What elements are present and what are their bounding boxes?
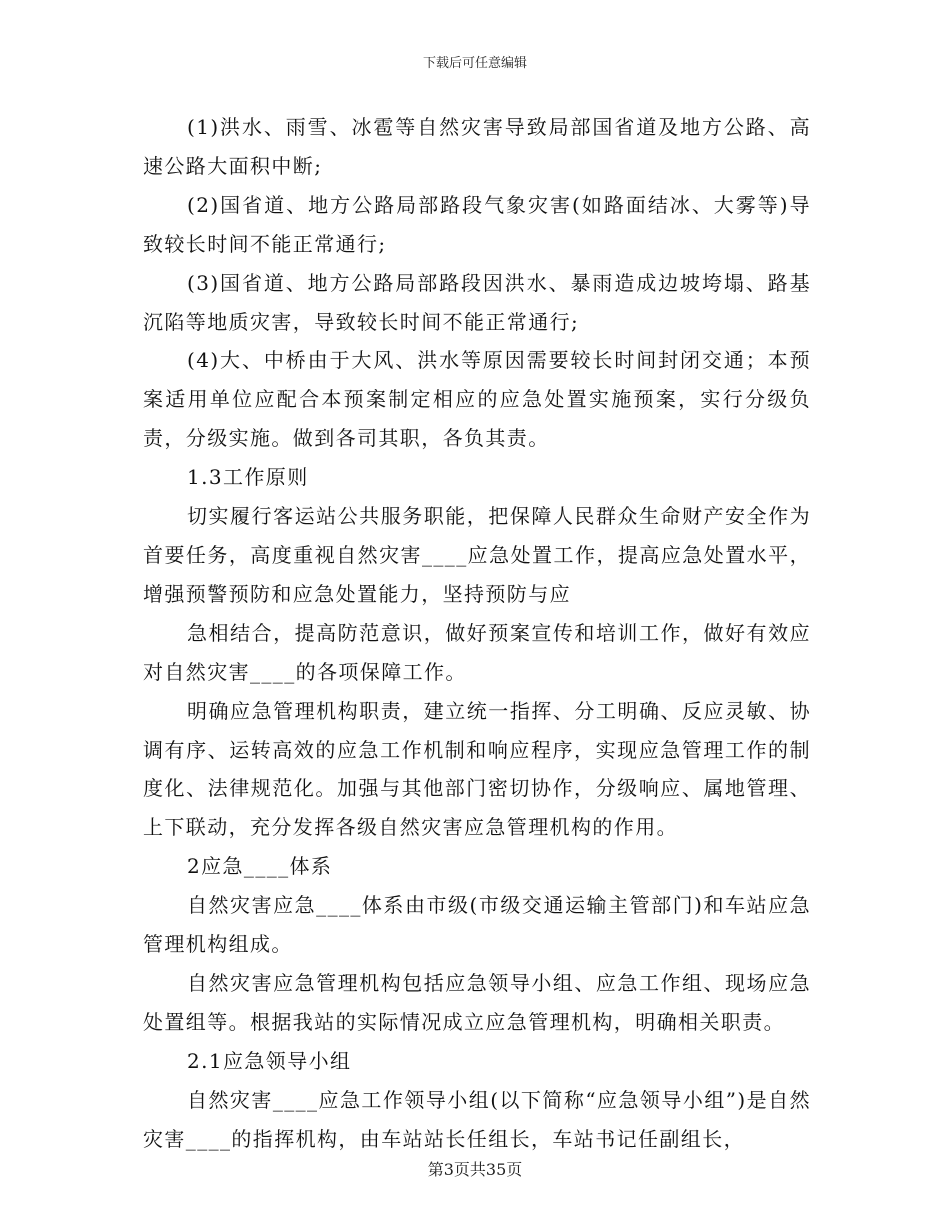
paragraph-organization: 自然灾害应急管理机构包括应急领导小组、应急工作组、现场应急处置组等。根据我站的实际情况成立应急管理机构，明确相关职责。 bbox=[143, 970, 811, 1034]
page-header: 下载后可任意编辑 bbox=[422, 56, 527, 71]
paragraph-system: 自然灾害应急____体系由市级(市级交通运输主管部门)和车站应急管理机构组成。 bbox=[143, 893, 811, 957]
paragraph-item-2: (2)国省道、地方公路局部路段气象灾害(如路面结冰、大雾等)导致较长时间不能正常通行; bbox=[143, 192, 811, 256]
paragraph-responsibilities: 明确应急管理机构职责，建立统一指挥、分工明确、反应灵敏、协调有序、运转高效的应急工作机制和响应程序，实现应急管理工作的制度化、法律规范化。加强与其他部门密切协作，分级响应、属地管理、上下联动，充分发挥各级自然灾害应急管理机构的作用。 bbox=[143, 698, 811, 840]
paragraph-principles-cont: 急相结合，提高防范意识，做好预案宣传和培训工作，做好有效应对自然灾害____的各项保障工作。 bbox=[143, 620, 811, 684]
document-body bbox=[143, 108, 811, 1158]
page-footer: 第3页共35页 bbox=[427, 1160, 523, 1179]
paragraph-principles: 切实履行客运站公共服务职能，把保障人民群众生命财产安全作为首要任务，高度重视自然灾害____应急处置工作，提高应急处置水平，增强预警预防和应急处置能力，坚持预防与应 bbox=[143, 504, 811, 606]
section-heading-2-1: 2.1应急领导小组 bbox=[187, 1048, 352, 1073]
section-heading-2: 2应急____体系 bbox=[187, 854, 333, 879]
paragraph-item-4: (4)大、中桥由于大风、洪水等原因需要较长时间封闭交通；本预案适用单位应配合本预案制定相应的应急处置实施预案，实行分级负责，分级实施。做到各司其职，各负其责。 bbox=[143, 348, 811, 451]
section-heading-1-3: 1.3工作原则 bbox=[187, 465, 309, 490]
paragraph-leadership: 自然灾害____应急工作领导小组(以下简称“应急领导小组”)是自然灾害____的指挥机构，由车站站长任组长，车站书记任副组长， bbox=[143, 1087, 811, 1151]
paragraph-item-3: (3)国省道、地方公路局部路段因洪水、暴雨造成边坡垮塌、路基沉陷等地质灾害，导致较长时间不能正常通行; bbox=[143, 270, 811, 334]
paragraph-item-1: (1)洪水、雨雪、冰雹等自然灾害导致局部国省道及地方公路、高速公路大面积中断; bbox=[143, 115, 811, 178]
